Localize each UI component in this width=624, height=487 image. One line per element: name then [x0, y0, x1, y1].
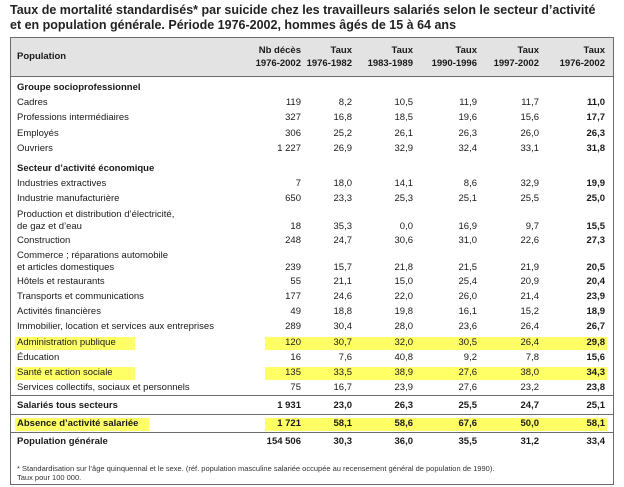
- cell-deaths: 16: [290, 351, 301, 363]
- cell-rate: 8,2: [338, 97, 352, 109]
- title-line-2: et en population générale. Période 1976-2002, hommes âgés de 15 à 64 ans: [10, 18, 457, 32]
- cell-rate: 19,8: [394, 306, 413, 318]
- cell-rate: 20,4: [586, 275, 605, 287]
- cell-rate: 35,3: [333, 220, 352, 232]
- cell-rate: 23,6: [458, 321, 477, 333]
- cell-rate: 23,9: [394, 382, 413, 394]
- row-label: Hôtels et restaurants: [17, 275, 105, 287]
- row-label: Santé et action sociale: [17, 367, 113, 378]
- cell-rate: 11,0: [587, 97, 605, 109]
- cell-rate: 27,6: [458, 367, 477, 378]
- row-label: Construction: [17, 234, 71, 246]
- cell-rate: 26,3: [394, 400, 413, 412]
- cell-rate: 11,7: [521, 97, 539, 109]
- table-row: [11, 250, 613, 274]
- table-row: [11, 143, 613, 156]
- cell-rate: 17,7: [586, 112, 605, 124]
- cell-rate: 34,3: [586, 367, 605, 378]
- cell-rate: 7,6: [338, 351, 352, 363]
- cell-rate: 67,6: [458, 418, 477, 430]
- cell-rate: 10,5: [394, 97, 413, 109]
- row-label: Groupe socioprofessionnel: [17, 82, 141, 93]
- row-separator: [11, 432, 613, 433]
- cell-rate: 15,7: [333, 261, 352, 273]
- section-heading-row: [11, 82, 613, 95]
- cell-deaths: 119: [285, 97, 301, 109]
- cell-rate: 58,1: [333, 418, 352, 430]
- cell-rate: 25,0: [586, 193, 605, 205]
- cell-rate: 30,5: [458, 336, 477, 348]
- cell-rate: 24,6: [333, 291, 352, 302]
- cell-rate: 18,8: [333, 306, 352, 318]
- cell-rate: 15,0: [394, 275, 413, 287]
- cell-rate: 23,9: [586, 291, 605, 302]
- totals-separator: [11, 395, 613, 396]
- cell-rate: 19,6: [458, 112, 477, 124]
- cell-rate: 8,6: [463, 178, 477, 190]
- row-label: Absence d’activité salariée: [17, 418, 139, 430]
- cell-deaths: 120: [285, 336, 301, 348]
- cell-rate: 26,3: [586, 127, 605, 139]
- cell-rate: 7,8: [525, 351, 539, 363]
- table-row: [11, 276, 613, 289]
- table-row: [11, 321, 613, 334]
- cell-deaths: 135: [285, 367, 301, 378]
- cell-rate: 20,5: [586, 261, 605, 273]
- cell-rate: 24,7: [333, 234, 352, 246]
- table-row: [11, 436, 613, 449]
- cell-deaths: 49: [290, 306, 301, 318]
- row-label: Ouvriers: [17, 142, 53, 154]
- cell-rate: 18,5: [394, 112, 413, 124]
- cell-rate: 21,5: [458, 261, 477, 273]
- cell-rate: 20,9: [520, 275, 539, 287]
- row-label: Secteur d’activité économique: [17, 163, 155, 174]
- mortality-table: [10, 37, 614, 485]
- cell-rate: 31,8: [586, 142, 605, 154]
- cell-rate: 30,6: [394, 234, 413, 246]
- cell-rate: 30,3: [333, 436, 352, 448]
- table-header: [11, 38, 613, 77]
- cell-rate: 16,8: [333, 112, 352, 124]
- header-col-deaths: Nb décès 1976-2002: [255, 45, 301, 69]
- table-row: [11, 209, 613, 233]
- cell-rate: 26,0: [520, 127, 539, 139]
- table-row: [11, 112, 613, 125]
- cell-rate: 15,6: [586, 351, 605, 363]
- row-label-continued: de gaz et d’eau: [17, 220, 82, 232]
- cell-rate: 25,5: [458, 400, 477, 412]
- cell-deaths: 239: [285, 261, 301, 273]
- cell-rate: 58,1: [586, 418, 605, 430]
- cell-deaths: 1 721: [277, 418, 301, 430]
- cell-rate: 32,0: [394, 336, 413, 348]
- row-label: Administration publique: [17, 336, 116, 348]
- cell-rate: 29,8: [586, 336, 605, 348]
- cell-rate: 21,8: [394, 261, 413, 273]
- row-label: Services collectifs, sociaux et personnels: [17, 382, 190, 394]
- cell-rate: 28,0: [394, 321, 413, 333]
- header-col-rate-1976-1982: Taux 1976-1982: [306, 45, 352, 69]
- cell-rate: 50,0: [520, 418, 539, 430]
- cell-rate: 16,7: [333, 382, 352, 394]
- row-label: Salariés tous secteurs: [17, 400, 118, 412]
- cell-rate: 25,4: [458, 275, 477, 287]
- cell-rate: 21,9: [520, 261, 539, 273]
- cell-deaths: 289: [285, 321, 301, 333]
- cell-rate: 25,5: [520, 193, 539, 205]
- title-line-1: Taux de mortalité standardisés* par suicide chez les travailleurs salariés selon le secteur d’activité: [10, 3, 596, 17]
- cell-rate: 11,9: [459, 97, 477, 109]
- cell-rate: 18,9: [586, 306, 605, 318]
- cell-rate: 36,0: [394, 436, 413, 448]
- row-label: Transports et communications: [17, 291, 144, 302]
- footnote-rate-unit: Taux pour 100 000.: [17, 473, 82, 482]
- table-row: [11, 178, 613, 191]
- cell-rate: 25,3: [394, 193, 413, 205]
- cell-rate: 27,6: [458, 382, 477, 394]
- cell-rate: 26,4: [520, 336, 539, 348]
- cell-rate: 24,7: [520, 400, 539, 412]
- cell-rate: 33,1: [520, 142, 539, 154]
- header-col-rate-1990-1996: Taux 1990-1996: [431, 45, 477, 69]
- header-col-rate-1983-1989: Taux 1983-1989: [367, 45, 413, 69]
- cell-rate: 0,0: [399, 220, 413, 232]
- cell-rate: 15,2: [520, 306, 539, 318]
- cell-rate: 23,8: [586, 382, 605, 394]
- cell-rate: 40,8: [394, 351, 413, 363]
- cell-rate: 38,9: [394, 367, 413, 378]
- row-label: Cadres: [17, 97, 48, 109]
- table-row: [11, 306, 613, 319]
- table-row: [11, 193, 613, 206]
- footnote-standardisation: * Standardisation sur l’âge quinquennal et le sexe. (réf. population masculine salariée occupée au recensement général de population de 1990).: [17, 464, 495, 473]
- cell-deaths: 327: [285, 112, 301, 124]
- cell-rate: 16,9: [458, 220, 477, 232]
- cell-rate: 31,0: [458, 234, 477, 246]
- cell-deaths: 248: [285, 234, 301, 246]
- cell-rate: 26,1: [394, 127, 413, 139]
- row-label: Activités financières: [17, 306, 101, 318]
- cell-rate: 21,1: [333, 275, 352, 287]
- cell-rate: 25,1: [586, 400, 605, 412]
- cell-rate: 26,4: [520, 321, 539, 333]
- row-label: Population générale: [17, 436, 108, 448]
- table-row: [11, 352, 613, 365]
- cell-rate: 32,4: [458, 142, 477, 154]
- table-row: [11, 382, 613, 395]
- header-col-rate-1997-2002: Taux 1997-2002: [493, 45, 539, 69]
- row-label: Industries extractives: [17, 178, 107, 190]
- table-row: [11, 367, 613, 380]
- cell-rate: 18,0: [333, 178, 352, 190]
- cell-rate: 58,6: [394, 418, 413, 430]
- table-row: [11, 291, 613, 304]
- cell-rate: 38,0: [520, 367, 539, 378]
- cell-rate: 25,1: [458, 193, 477, 205]
- cell-rate: 32,9: [520, 178, 539, 190]
- cell-rate: 26,0: [458, 291, 477, 302]
- cell-rate: 26,7: [586, 321, 605, 333]
- page-title: [10, 3, 610, 33]
- row-label: Professions intermédiaires: [17, 112, 129, 124]
- cell-rate: 26,3: [458, 127, 477, 139]
- cell-rate: 30,4: [333, 321, 352, 333]
- cell-rate: 15,5: [586, 220, 605, 232]
- row-label: Éducation: [17, 351, 60, 363]
- header-population: Population: [17, 51, 67, 62]
- cell-rate: 31,2: [520, 436, 539, 448]
- table-row: [11, 128, 613, 141]
- row-label: Commerce ; réparations automobile: [17, 249, 169, 261]
- cell-rate: 22,0: [394, 291, 413, 302]
- cell-deaths: 306: [285, 127, 301, 139]
- cell-rate: 33,4: [586, 436, 605, 448]
- cell-deaths: 650: [285, 193, 301, 205]
- table-row: [11, 97, 613, 110]
- header-col-rate-1976-2002: Taux 1976-2002: [559, 45, 605, 69]
- cell-rate: 23,0: [333, 400, 352, 412]
- cell-rate: 14,1: [394, 178, 413, 190]
- row-label: Immobilier, location et services aux entreprises: [17, 321, 214, 333]
- cell-rate: 9,7: [525, 220, 539, 232]
- table-row: [11, 235, 613, 248]
- cell-rate: 26,9: [333, 142, 352, 154]
- cell-deaths: 154 506: [266, 436, 301, 448]
- cell-rate: 30,7: [333, 336, 352, 348]
- cell-deaths: 7: [295, 178, 301, 190]
- cell-rate: 25,2: [333, 127, 352, 139]
- cell-deaths: 55: [290, 275, 301, 287]
- cell-rate: 22,6: [520, 234, 539, 246]
- row-label: Industrie manufacturière: [17, 193, 120, 205]
- row-separator: [11, 414, 613, 415]
- cell-rate: 27,3: [586, 234, 605, 246]
- cell-rate: 35,5: [458, 436, 477, 448]
- cell-rate: 32,9: [394, 142, 413, 154]
- cell-rate: 23,2: [520, 382, 539, 394]
- table-row: [11, 337, 613, 350]
- row-label-continued: et articles domestiques: [17, 261, 115, 273]
- cell-rate: 15,6: [520, 112, 539, 124]
- cell-deaths: 1 227: [277, 142, 301, 154]
- table-row: [11, 400, 613, 413]
- cell-deaths: 177: [285, 291, 301, 302]
- cell-rate: 33,5: [333, 367, 352, 378]
- cell-rate: 21,4: [520, 291, 539, 302]
- table-row: [11, 418, 613, 431]
- row-label: Production et distribution d’électricité,: [17, 208, 175, 220]
- section-heading-row: [11, 163, 613, 176]
- cell-rate: 16,1: [458, 306, 477, 318]
- row-label: Employés: [17, 127, 59, 139]
- cell-rate: 9,2: [463, 351, 477, 363]
- cell-deaths: 75: [290, 382, 301, 394]
- cell-deaths: 1 931: [277, 400, 301, 412]
- cell-rate: 23,3: [333, 193, 352, 205]
- cell-rate: 19,9: [586, 178, 605, 190]
- cell-deaths: 18: [290, 220, 301, 232]
